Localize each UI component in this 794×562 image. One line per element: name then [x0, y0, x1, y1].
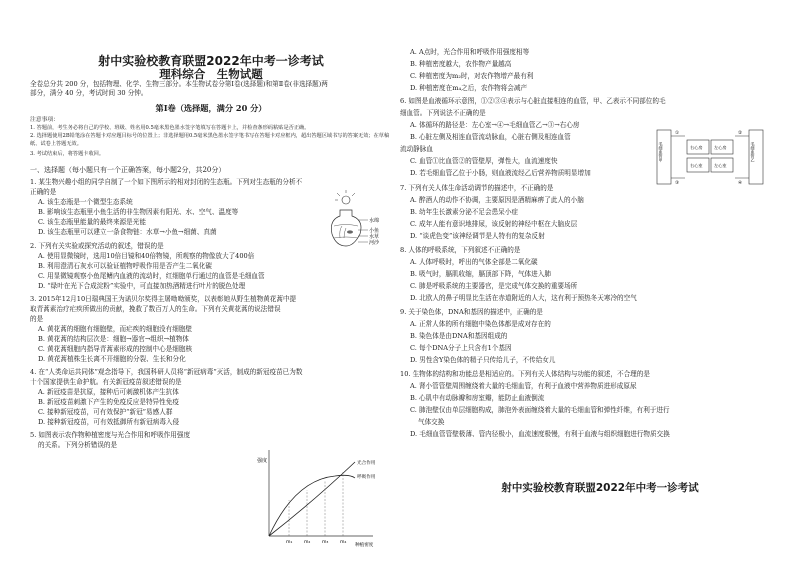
- option: C. 肺泡壁仅由单层细胞构成，肺泡外表面缠绕着大量的毛细血管和弹性纤维，有利于进行: [410, 406, 670, 414]
- question-text: 取青蒿素治疗疟疾所做出的贡献，挽救了数百万人的生命。下列有关黄花蒿的说法错误: [30, 305, 281, 313]
- option: A. 肾小管管壁周围缠绕着大量的毛细血管，有利于血液中营养物质进形成原尿: [410, 382, 637, 390]
- option: B. 新冠疫苗刺激下产生的免疫反应是特异性免疫: [38, 398, 179, 406]
- note-item: 2. 选择题使用2B铅笔涂在答题卡对应题目标号的位置上；非选择题用0.5毫米黑色墨水签字笔书写在答题卡对应框内，超出答题区域书写的答案无效；在草稿纸、试卷上答题无效。: [30, 133, 390, 147]
- x-tick: m₂: [304, 540, 311, 545]
- curve-label: 光合作用: [357, 461, 376, 466]
- x-tick: m₁: [286, 540, 293, 545]
- option: C. 肺是呼吸系统的主要器官，是完成气体交换的重要场所: [410, 282, 578, 290]
- option: C. 该生态瓶里能量的最终来源是光能: [38, 218, 146, 226]
- exam-subtitle: 理科综合 生物试题: [159, 67, 263, 81]
- option: D. 种植密度在m₄之后，农作物将会减产: [410, 84, 528, 92]
- option: D. 接种新冠疫苗，可有效抵御所有新冠病毒入侵: [38, 418, 180, 426]
- vessel-number: ①: [675, 131, 680, 136]
- chart-ylabel: 强度: [257, 458, 268, 464]
- vessel-number: ③: [675, 181, 680, 186]
- note-item: 1. 答题前，考生务必将自己的学校、班级、姓名用0.5毫米黑色墨水签字笔填写在答题卡上，并检查条形码粘贴是否正确。: [30, 125, 310, 131]
- option: A. 体循环的路径是：左心室→④→毛细血管乙→③→右心房: [410, 121, 580, 129]
- question-text: 10. 生物体的结构和功能总是相适应的。下列有关人体结构与功能的叙述，不合理的是: [400, 370, 650, 378]
- option: C. 血管①比血管②的管壁厚，弹性大，血流速度快: [410, 157, 558, 165]
- density-chart: [255, 440, 385, 550]
- vessel-number: ②: [738, 131, 743, 136]
- question-text: 1. 某生物兴趣小组的同学自制了一个如下图所示的相对封闭的生态瓶。下列对生态瓶的分析不: [30, 178, 303, 186]
- option: C. 成年人能有意识地排尿，该反射的神经中枢在大脑皮层: [410, 220, 578, 228]
- option: D. 若毛细血管乙位于小肠，则血液流经乙后营养物质明显增加: [410, 169, 591, 177]
- fig-label: 水绵: [369, 218, 380, 224]
- option-cont: 气体交换: [418, 418, 445, 426]
- notes-head: 注意事项：: [30, 117, 59, 123]
- option: A. 使用显微镜时，选用10倍目镜和40倍物镜，所观察的物像放大了400倍: [38, 252, 255, 260]
- option: A. A点时，光合作用和呼吸作用强度相等: [410, 48, 530, 56]
- x-tick: m₄: [340, 540, 347, 545]
- option: B. 种植密度越大，农作物产量越高: [410, 60, 512, 68]
- note-item: 3. 考试结束后，将答题卡收回。: [30, 151, 105, 157]
- diagram-label: 右心室: [690, 163, 703, 168]
- option: A. 该生态瓶是一个微型生态系统: [38, 198, 133, 206]
- option: B. 染色体是由DNA和基因组成的: [410, 332, 508, 340]
- diagram-label: 左心室: [714, 163, 727, 168]
- question-text: 的关系。下列分析错误的是: [38, 441, 118, 449]
- intro-line: 部分，满分 40 分，考试时间 30 分钟。: [30, 89, 148, 97]
- question-text: 3. 2015年12月10日瑞典国王为诺贝尔奖得主屠呦呦颁奖，以表彰她从野生植物黄花蒿中提: [30, 295, 297, 303]
- diagram-label: 毛细血管乙: [750, 142, 756, 162]
- ecosystem-bottle-figure: [330, 190, 392, 248]
- option: D. “绿叶在光下合成淀粉”实验中，可直接加热酒精进行叶片的脱色处理: [38, 282, 246, 290]
- x-tick: m₃: [322, 540, 329, 545]
- section-title: 第Ⅰ卷（选择题，满分 20 分）: [155, 103, 267, 113]
- option: D. 该生态瓶里可以建立一条食物链：水草→小鱼→细菌、真菌: [38, 228, 217, 236]
- exam-title: 射中实验校教育联盟2022年中考一诊考试: [98, 54, 324, 68]
- left-column: [30, 0, 392, 562]
- option: D. “谈虎色变”该神经调节是人特有的复杂反射: [410, 232, 545, 240]
- option: B. 利用澄清石灰水可以验证植物呼吸作用是否产生二氧化碳: [38, 262, 212, 270]
- question-text: 5. 如图表示农作物种植密度与光合作用和呼吸作用强度: [30, 431, 191, 439]
- question-text: 2. 下列有关实验或探究活动的叙述，错误的是: [30, 242, 164, 250]
- question-text: 4. 在“人类命运共同体”观念指导下，我国科研人员将“新冠病毒”灭活，制成的新冠疫苗已为数: [30, 368, 303, 376]
- intro-line: 全卷总分共 200 分，包括物理、化学、生物三部分。本生物试卷分第Ⅰ卷(选择题)和第Ⅱ卷(非选择题)两: [30, 80, 328, 88]
- question-text: 7. 下列有关人体生命活动调节的描述中，不正确的是: [400, 184, 554, 192]
- mcq-heading: 一、选择题（每小题只有一个正确答案，每小题2分，共20分）: [30, 166, 226, 174]
- option: C. 种植密度为m₂时，对农作物增产最有利: [410, 72, 534, 80]
- question-text: 6. 如图是血液循环示意图，①②③④表示与心脏直接相连的血管，甲、乙表示不同部位的毛: [400, 97, 666, 105]
- option: D. 黄花蒿植株生长离不开细胞的分裂、生长和分化: [38, 355, 186, 363]
- vessel-number: ④: [738, 181, 743, 186]
- question-text: 正确的是: [30, 188, 57, 196]
- option: A. 醉酒人的动作不协调，主要原因是酒精麻痹了此人的小脑: [410, 196, 584, 204]
- fig-label: 河沙: [369, 240, 380, 246]
- chart-xlabel: 种植密度: [355, 543, 374, 548]
- right-column: [400, 0, 770, 562]
- option: C. 接种新冠疫苗，可有效保护“新冠”易感人群: [38, 408, 173, 416]
- question-text: 8. 人体的呼吸系统，下列叙述不正确的是: [400, 246, 521, 254]
- option: C. 每个DNA分子上只含有1个基因: [410, 344, 512, 352]
- option: B. 吸气时，膈肌收缩，膈顶部下降，气体进入肺: [410, 270, 551, 278]
- diagram-label: 毛细血管甲: [658, 142, 664, 162]
- question-text: 9. 关于染色体，DNA和基因的描述中，正确的是: [400, 308, 543, 316]
- option: A. 人体呼吸时，呼出的气体全部是二氧化碳: [410, 258, 538, 266]
- diagram-label: 左心房: [714, 145, 727, 150]
- option: C. 黄花蒿细胞内指导青蒿素形成的控制中心是细胞核: [38, 345, 193, 353]
- option: A. 黄花蒿的细胞有细胞壁，而疟疾的细胞没有细胞壁: [38, 325, 193, 333]
- option: D. 男性含Y染色体的精子只传给儿子，不传给女儿: [410, 356, 556, 364]
- option: A. 正常人体的所有细胞中染色体都是成对存在的: [410, 320, 551, 328]
- option: A. 新冠疫苗是抗原，接种后可刺激机体产生抗体: [38, 388, 179, 396]
- option: B. 影响该生态瓶里小鱼生活的非生物因素有阳光、水、空气、温度等: [38, 208, 239, 216]
- fig-label: 小鱼: [369, 228, 380, 234]
- option-cont: 流动静脉血: [400, 145, 433, 153]
- option: D. 毛细血管管壁极薄、管内径极小，血流速度极慢，有利于血液与组织细胞进行物质交换: [410, 430, 670, 438]
- repeat-exam-title: 射中实验校教育联盟2022年中考一诊考试: [501, 482, 699, 494]
- circulation-diagram: [655, 126, 765, 188]
- option: D. 北欧人的鼻子明显比生活在赤道附近的人大，这有利于预热冬天寒冷的空气: [410, 294, 637, 302]
- diagram-label: 右心房: [690, 145, 703, 150]
- option: B. 心脏左侧及相连血管流动脉血，心脏右侧及相连血管: [410, 133, 571, 141]
- option: B. 幼年生长激素分泌不足会患呆小症: [410, 208, 518, 216]
- question-text: 细血管。下列说法不正确的是: [400, 109, 486, 117]
- curve-label: 呼吸作用: [357, 475, 376, 480]
- question-text: 十个国家提供生命护航。有关新冠疫苗叙述错误的是: [30, 378, 182, 386]
- fig-label: 水草: [369, 234, 380, 240]
- option: B. 心肌中有动脉瓣和房室瓣，能防止血液倒流: [410, 394, 545, 402]
- option: B. 黄花蒿的结构层次是：细胞→器官→组织→植物体: [38, 335, 189, 343]
- option: C. 用显微镜观察小鱼尾鳍内血液的流动时，红细胞单行通过的血管是毛细血管: [38, 272, 265, 280]
- question-text: 的是: [30, 315, 44, 323]
